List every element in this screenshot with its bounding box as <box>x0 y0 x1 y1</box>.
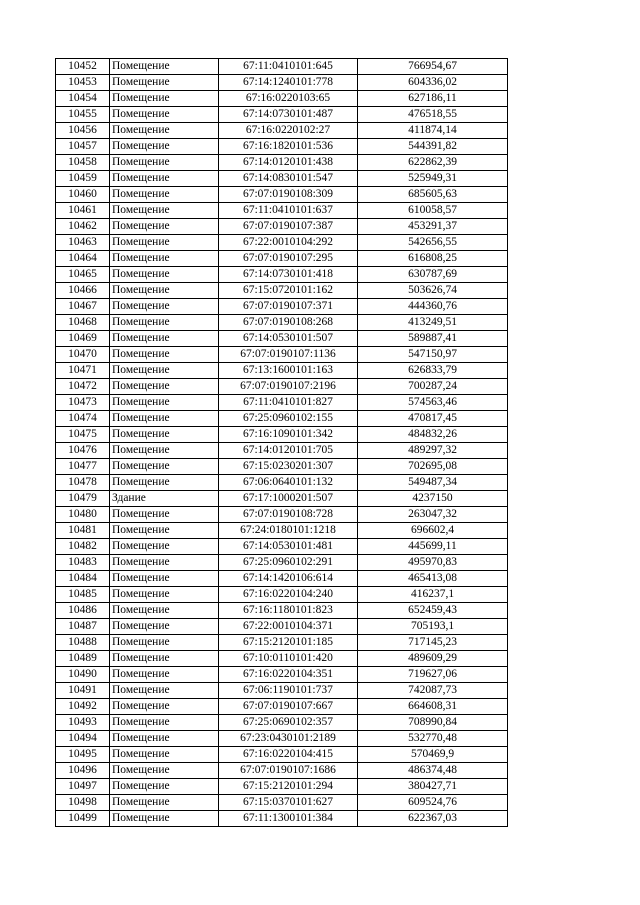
object-type-cell: Помещение <box>110 427 219 443</box>
object-type-cell: Помещение <box>110 811 219 827</box>
cadastral-number-cell: 67:25:0690102:357 <box>219 715 358 731</box>
cadastral-value-cell: 532770,48 <box>358 731 508 747</box>
row-number-cell: 10453 <box>56 75 110 91</box>
table-row <box>56 587 508 603</box>
cadastral-number-cell: 67:14:0530101:481 <box>219 539 358 555</box>
table-row <box>56 235 508 251</box>
cadastral-number-cell: 67:07:0190108:309 <box>219 187 358 203</box>
table-row <box>56 219 508 235</box>
row-number-cell: 10474 <box>56 411 110 427</box>
object-type-cell: Помещение <box>110 715 219 731</box>
table-row <box>56 155 508 171</box>
row-number-cell: 10498 <box>56 795 110 811</box>
cadastral-number-cell: 67:16:1180101:823 <box>219 603 358 619</box>
table-row <box>56 59 508 75</box>
table-row <box>56 747 508 763</box>
row-number-cell: 10481 <box>56 523 110 539</box>
row-number-cell: 10470 <box>56 347 110 363</box>
cadastral-number-cell: 67:07:0190107:371 <box>219 299 358 315</box>
row-number-cell: 10456 <box>56 123 110 139</box>
cadastral-value-cell: 416237,1 <box>358 587 508 603</box>
table-row <box>56 299 508 315</box>
object-type-cell: Помещение <box>110 171 219 187</box>
object-type-cell: Помещение <box>110 107 219 123</box>
object-type-cell: Помещение <box>110 235 219 251</box>
cadastral-value-cell: 626833,79 <box>358 363 508 379</box>
object-type-cell: Помещение <box>110 267 219 283</box>
cadastral-number-cell: 67:11:0410101:827 <box>219 395 358 411</box>
cadastral-value-cell: 544391,82 <box>358 139 508 155</box>
table-row <box>56 523 508 539</box>
object-type-cell: Помещение <box>110 635 219 651</box>
cadastral-number-cell: 67:25:0960102:155 <box>219 411 358 427</box>
object-type-cell: Помещение <box>110 395 219 411</box>
object-type-cell: Помещение <box>110 459 219 475</box>
cadastral-value-cell: 470817,45 <box>358 411 508 427</box>
cadastral-value-cell: 742087,73 <box>358 683 508 699</box>
cadastral-value-cell: 4237150 <box>358 491 508 507</box>
table-row <box>56 651 508 667</box>
object-type-cell: Помещение <box>110 363 219 379</box>
cadastral-number-cell: 67:07:0190107:667 <box>219 699 358 715</box>
table-row <box>56 763 508 779</box>
row-number-cell: 10484 <box>56 571 110 587</box>
table-row <box>56 507 508 523</box>
table-row <box>56 347 508 363</box>
object-type-cell: Помещение <box>110 587 219 603</box>
cadastral-number-cell: 67:07:0190108:268 <box>219 315 358 331</box>
cadastral-value-cell: 549487,34 <box>358 475 508 491</box>
object-type-cell: Помещение <box>110 683 219 699</box>
object-type-cell: Помещение <box>110 667 219 683</box>
row-number-cell: 10464 <box>56 251 110 267</box>
table-row <box>56 315 508 331</box>
cadastral-value-cell: 652459,43 <box>358 603 508 619</box>
cadastral-value-cell: 486374,48 <box>358 763 508 779</box>
table-row <box>56 731 508 747</box>
object-type-cell: Помещение <box>110 555 219 571</box>
cadastral-number-cell: 67:14:0730101:418 <box>219 267 358 283</box>
object-type-cell: Помещение <box>110 619 219 635</box>
object-type-cell: Помещение <box>110 283 219 299</box>
cadastral-number-cell: 67:14:1240101:778 <box>219 75 358 91</box>
object-type-cell: Помещение <box>110 411 219 427</box>
object-type-cell: Помещение <box>110 315 219 331</box>
row-number-cell: 10457 <box>56 139 110 155</box>
table-row <box>56 571 508 587</box>
cadastral-value-cell: 705193,1 <box>358 619 508 635</box>
table-row <box>56 779 508 795</box>
cadastral-value-cell: 465413,08 <box>358 571 508 587</box>
table-row <box>56 203 508 219</box>
cadastral-value-cell: 708990,84 <box>358 715 508 731</box>
table-row <box>56 251 508 267</box>
row-number-cell: 10494 <box>56 731 110 747</box>
table-row <box>56 91 508 107</box>
cadastral-value-cell: 380427,71 <box>358 779 508 795</box>
table-row <box>56 555 508 571</box>
table-row <box>56 715 508 731</box>
cadastral-number-cell: 67:10:0110101:420 <box>219 651 358 667</box>
cadastral-value-cell: 547150,97 <box>358 347 508 363</box>
cadastral-value-cell: 630787,69 <box>358 267 508 283</box>
row-number-cell: 10460 <box>56 187 110 203</box>
object-type-cell: Помещение <box>110 443 219 459</box>
cadastral-value-cell: 574563,46 <box>358 395 508 411</box>
row-number-cell: 10475 <box>56 427 110 443</box>
row-number-cell: 10491 <box>56 683 110 699</box>
cadastral-value-cell: 495970,83 <box>358 555 508 571</box>
object-type-cell: Помещение <box>110 91 219 107</box>
cadastral-number-cell: 67:14:0530101:507 <box>219 331 358 347</box>
cadastral-value-cell: 685605,63 <box>358 187 508 203</box>
cadastral-value-cell: 589887,41 <box>358 331 508 347</box>
object-type-cell: Помещение <box>110 251 219 267</box>
row-number-cell: 10492 <box>56 699 110 715</box>
row-number-cell: 10496 <box>56 763 110 779</box>
table-row <box>56 395 508 411</box>
cadastral-value-cell: 610058,57 <box>358 203 508 219</box>
table-row <box>56 635 508 651</box>
table-row <box>56 75 508 91</box>
cadastral-number-cell: 67:15:0720101:162 <box>219 283 358 299</box>
cadastral-value-cell: 627186,11 <box>358 91 508 107</box>
object-type-cell: Помещение <box>110 331 219 347</box>
row-number-cell: 10497 <box>56 779 110 795</box>
row-number-cell: 10458 <box>56 155 110 171</box>
object-type-cell: Помещение <box>110 75 219 91</box>
cadastral-value-cell: 570469,9 <box>358 747 508 763</box>
row-number-cell: 10493 <box>56 715 110 731</box>
table-row <box>56 139 508 155</box>
cadastral-value-cell: 445699,11 <box>358 539 508 555</box>
cadastral-number-cell: 67:14:0730101:487 <box>219 107 358 123</box>
table-row <box>56 363 508 379</box>
row-number-cell: 10489 <box>56 651 110 667</box>
object-type-cell: Помещение <box>110 123 219 139</box>
cadastral-number-cell: 67:25:0960102:291 <box>219 555 358 571</box>
row-number-cell: 10473 <box>56 395 110 411</box>
cadastral-number-cell: 67:16:1090101:342 <box>219 427 358 443</box>
table-row <box>56 443 508 459</box>
row-number-cell: 10469 <box>56 331 110 347</box>
object-type-cell: Помещение <box>110 187 219 203</box>
cadastral-number-cell: 67:07:0190107:295 <box>219 251 358 267</box>
object-type-cell: Помещение <box>110 475 219 491</box>
row-number-cell: 10490 <box>56 667 110 683</box>
table-row <box>56 811 508 827</box>
cadastral-number-cell: 67:14:0120101:438 <box>219 155 358 171</box>
object-type-cell: Помещение <box>110 763 219 779</box>
cadastral-value-cell: 609524,76 <box>358 795 508 811</box>
row-number-cell: 10468 <box>56 315 110 331</box>
row-number-cell: 10462 <box>56 219 110 235</box>
cadastral-value-cell: 622862,39 <box>358 155 508 171</box>
cadastral-number-cell: 67:15:0370101:627 <box>219 795 358 811</box>
row-number-cell: 10452 <box>56 59 110 75</box>
row-number-cell: 10455 <box>56 107 110 123</box>
cadastral-number-cell: 67:24:0180101:1218 <box>219 523 358 539</box>
row-number-cell: 10465 <box>56 267 110 283</box>
table-row <box>56 171 508 187</box>
table-row <box>56 795 508 811</box>
row-number-cell: 10466 <box>56 283 110 299</box>
cadastral-number-cell: 67:11:0410101:637 <box>219 203 358 219</box>
table-row <box>56 283 508 299</box>
cadastral-number-cell: 67:16:0220102:27 <box>219 123 358 139</box>
table-row <box>56 107 508 123</box>
cadastral-number-cell: 67:23:0430101:2189 <box>219 731 358 747</box>
row-number-cell: 10461 <box>56 203 110 219</box>
object-type-cell: Помещение <box>110 539 219 555</box>
cadastral-number-cell: 67:07:0190107:2196 <box>219 379 358 395</box>
row-number-cell: 10454 <box>56 91 110 107</box>
row-number-cell: 10483 <box>56 555 110 571</box>
object-type-cell: Помещение <box>110 203 219 219</box>
cadastral-number-cell: 67:07:0190107:1686 <box>219 763 358 779</box>
row-number-cell: 10488 <box>56 635 110 651</box>
row-number-cell: 10459 <box>56 171 110 187</box>
cadastral-value-cell: 622367,03 <box>358 811 508 827</box>
cadastral-value-cell: 616808,25 <box>358 251 508 267</box>
row-number-cell: 10485 <box>56 587 110 603</box>
cadastral-value-cell: 719627,06 <box>358 667 508 683</box>
object-type-cell: Помещение <box>110 747 219 763</box>
table-row <box>56 427 508 443</box>
row-number-cell: 10476 <box>56 443 110 459</box>
cadastral-value-cell: 604336,02 <box>358 75 508 91</box>
object-type-cell: Помещение <box>110 651 219 667</box>
table-row <box>56 331 508 347</box>
table-row <box>56 699 508 715</box>
cadastral-number-cell: 67:15:0230201:307 <box>219 459 358 475</box>
object-type-cell: Помещение <box>110 795 219 811</box>
table-row <box>56 411 508 427</box>
object-type-cell: Помещение <box>110 507 219 523</box>
cadastral-number-cell: 67:17:1000201:507 <box>219 491 358 507</box>
cadastral-value-cell: 411874,14 <box>358 123 508 139</box>
object-type-cell: Помещение <box>110 699 219 715</box>
object-type-cell: Помещение <box>110 731 219 747</box>
cadastral-value-cell: 664608,31 <box>358 699 508 715</box>
cadastral-value-cell: 717145,23 <box>358 635 508 651</box>
object-type-cell: Помещение <box>110 571 219 587</box>
row-number-cell: 10463 <box>56 235 110 251</box>
cadastral-value-cell: 489609,29 <box>358 651 508 667</box>
object-type-cell: Помещение <box>110 603 219 619</box>
cadastral-number-cell: 67:11:1300101:384 <box>219 811 358 827</box>
cadastral-number-cell: 67:06:1190101:737 <box>219 683 358 699</box>
cadastral-number-cell: 67:16:0220104:240 <box>219 587 358 603</box>
row-number-cell: 10480 <box>56 507 110 523</box>
cadastral-value-cell: 484832,26 <box>358 427 508 443</box>
cadastral-number-cell: 67:07:0190108:728 <box>219 507 358 523</box>
cadastral-number-cell: 67:22:0010104:371 <box>219 619 358 635</box>
cadastral-value-cell: 702695,08 <box>358 459 508 475</box>
cadastral-value-cell: 444360,76 <box>358 299 508 315</box>
cadastral-number-cell: 67:06:0640101:132 <box>219 475 358 491</box>
cadastral-number-cell: 67:16:0220104:351 <box>219 667 358 683</box>
object-type-cell: Помещение <box>110 347 219 363</box>
cadastral-value-cell: 525949,31 <box>358 171 508 187</box>
cadastral-value-cell: 696602,4 <box>358 523 508 539</box>
table-row <box>56 267 508 283</box>
table-row <box>56 459 508 475</box>
row-number-cell: 10472 <box>56 379 110 395</box>
object-type-cell: Здание <box>110 491 219 507</box>
table-row <box>56 619 508 635</box>
table-row <box>56 187 508 203</box>
row-number-cell: 10495 <box>56 747 110 763</box>
table-row <box>56 683 508 699</box>
cadastral-value-cell: 413249,51 <box>358 315 508 331</box>
row-number-cell: 10467 <box>56 299 110 315</box>
row-number-cell: 10478 <box>56 475 110 491</box>
object-type-cell: Помещение <box>110 59 219 75</box>
row-number-cell: 10486 <box>56 603 110 619</box>
object-type-cell: Помещение <box>110 139 219 155</box>
cadastral-number-cell: 67:13:1600101:163 <box>219 363 358 379</box>
row-number-cell: 10487 <box>56 619 110 635</box>
table-row <box>56 123 508 139</box>
table-row <box>56 603 508 619</box>
row-number-cell: 10477 <box>56 459 110 475</box>
cadastral-value-cell: 453291,37 <box>358 219 508 235</box>
cadastral-value-cell: 263047,32 <box>358 507 508 523</box>
cadastral-value-cell: 542656,55 <box>358 235 508 251</box>
cadastral-value-cell: 476518,55 <box>358 107 508 123</box>
cadastral-number-cell: 67:07:0190107:1136 <box>219 347 358 363</box>
cadastral-value-cell: 700287,24 <box>358 379 508 395</box>
object-type-cell: Помещение <box>110 299 219 315</box>
cadastral-number-cell: 67:07:0190107:387 <box>219 219 358 235</box>
object-type-cell: Помещение <box>110 779 219 795</box>
table-row <box>56 491 508 507</box>
object-type-cell: Помещение <box>110 155 219 171</box>
cadastral-value-cell: 503626,74 <box>358 283 508 299</box>
registry-table-body <box>56 59 508 827</box>
row-number-cell: 10482 <box>56 539 110 555</box>
object-type-cell: Помещение <box>110 219 219 235</box>
cadastral-number-cell: 67:16:0220104:415 <box>219 747 358 763</box>
registry-table <box>55 58 508 827</box>
row-number-cell: 10479 <box>56 491 110 507</box>
cadastral-number-cell: 67:22:0010104:292 <box>219 235 358 251</box>
cadastral-number-cell: 67:15:2120101:294 <box>219 779 358 795</box>
row-number-cell: 10471 <box>56 363 110 379</box>
object-type-cell: Помещение <box>110 523 219 539</box>
table-row <box>56 667 508 683</box>
cadastral-value-cell: 489297,32 <box>358 443 508 459</box>
cadastral-number-cell: 67:15:2120101:185 <box>219 635 358 651</box>
cadastral-number-cell: 67:11:0410101:645 <box>219 59 358 75</box>
row-number-cell: 10499 <box>56 811 110 827</box>
table-row <box>56 475 508 491</box>
cadastral-number-cell: 67:16:0220103:65 <box>219 91 358 107</box>
cadastral-number-cell: 67:14:0830101:547 <box>219 171 358 187</box>
cadastral-value-cell: 766954,67 <box>358 59 508 75</box>
cadastral-number-cell: 67:14:1420106:614 <box>219 571 358 587</box>
table-row <box>56 379 508 395</box>
cadastral-number-cell: 67:16:1820101:536 <box>219 139 358 155</box>
object-type-cell: Помещение <box>110 379 219 395</box>
table-row <box>56 539 508 555</box>
cadastral-number-cell: 67:14:0120101:705 <box>219 443 358 459</box>
